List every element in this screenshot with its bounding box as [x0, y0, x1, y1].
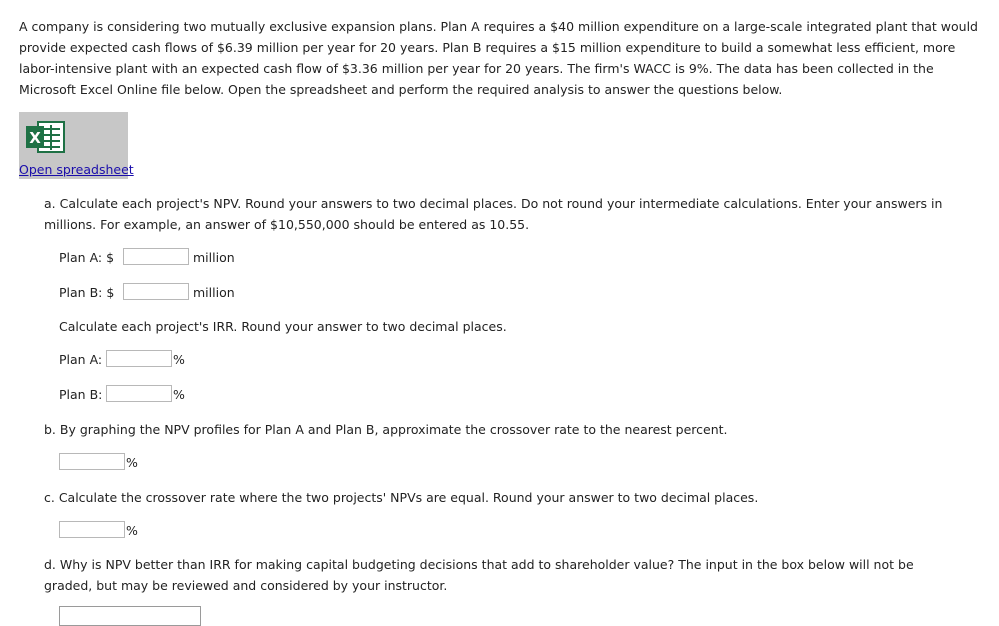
npv-vs-irr-textarea[interactable]: [59, 606, 201, 626]
npv-plan-a-input[interactable]: [123, 248, 189, 265]
irr-plan-a-percent: %: [173, 352, 185, 367]
irr-plan-b-percent: %: [173, 387, 185, 402]
open-spreadsheet-link[interactable]: Open spreadsheet: [19, 162, 134, 177]
irr-plan-a-label: Plan A:: [59, 352, 103, 367]
svg-text:X: X: [29, 129, 41, 147]
problem-intro: A company is considering two mutually exclusive expansion plans. Plan A requires a $40 million expenditure on a large-scale integrated plant that would provide expected cash flows of $6.39 million per year for 20 years. Plan B requires a $15 million expenditure to build a somewhat less efficient, more labor-intensive plant with an expected cash flow of $3.36 million per year for 20 years. The firm's WACC is 9%. The data has been collected in the Microsoft Excel Online file below. Open the spreadsheet and perform the required analysis to answer the questions below.: [19, 19, 978, 97]
crossover-exact-input[interactable]: [59, 521, 125, 538]
part-d-prompt: d. Why is NPV better than IRR for making capital budgeting decisions that add to shareholder value? The input in the box below will not be graded, but may be reviewed and considered by your instructor.: [44, 557, 914, 593]
part-b-prompt: b. By graphing the NPV profiles for Plan A and Plan B, approximate the crossover rate to the nearest percent.: [44, 422, 728, 437]
part-a-prompt: a. Calculate each project's NPV. Round your answers to two decimal places. Do not round your intermediate calculations. Enter your answers in millions. For example, an answer of $10,550,000 should be entered as 10.55.: [44, 196, 943, 232]
irr-plan-b-label: Plan B:: [59, 387, 103, 402]
npv-plan-a-unit: million: [193, 250, 235, 265]
crossover-exact-percent: %: [126, 523, 138, 538]
npv-plan-b-input[interactable]: [123, 283, 189, 300]
part-c-prompt: c. Calculate the crossover rate where the two projects' NPVs are equal. Round your answer to two decimal places.: [44, 490, 759, 505]
irr-plan-b-input[interactable]: [106, 385, 172, 402]
crossover-approx-percent: %: [126, 455, 138, 470]
irr-plan-a-input[interactable]: [106, 350, 172, 367]
npv-plan-a-label: Plan A: $: [59, 250, 115, 265]
irr-prompt: Calculate each project's IRR. Round your answer to two decimal places.: [59, 319, 507, 334]
npv-plan-b-unit: million: [193, 285, 235, 300]
excel-icon: [24, 119, 66, 155]
npv-plan-b-label: Plan B: $: [59, 285, 115, 300]
crossover-approx-input[interactable]: [59, 453, 125, 470]
